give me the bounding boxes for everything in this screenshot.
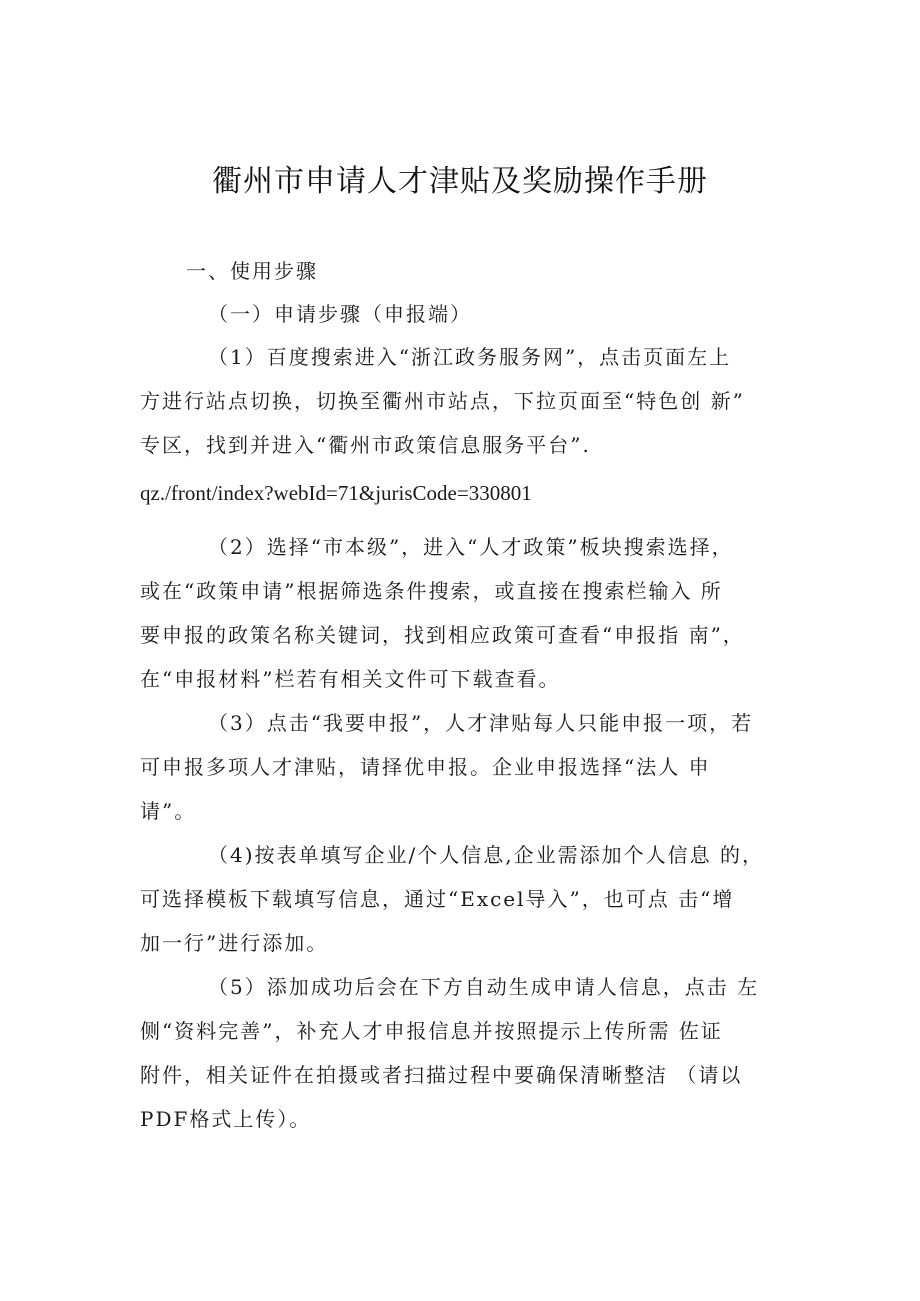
step-2-line-4: 在“申报材料”栏若有相关文件可下载查看。 bbox=[140, 667, 561, 691]
step-1-line-2: 方进行站点切换，切换至衢州市站点，下拉页面至“特色创 新” bbox=[140, 389, 745, 413]
step-5-line-4: PDF格式上传）。 bbox=[140, 1107, 312, 1131]
step-1-url: qz./front/index?webId=71&jurisCode=330801 bbox=[140, 481, 532, 505]
step-5-line-1: （5）添加成功后会在下方自动生成申请人信息，点击 左 bbox=[208, 975, 760, 999]
step-2-line-2: 或在“政策申请”根据筛选条件搜索，或直接在搜索栏输入 所 bbox=[140, 579, 723, 603]
subsection-heading: （一）申请步骤（申报端） bbox=[208, 302, 472, 326]
step-4-line-2: 可选择模板下载填写信息，通过“Excel导入”，也可点 击“增 bbox=[140, 887, 735, 911]
step-3-line-2: 可申报多项人才津贴，请择优申报。企业申报选择“法人 申 bbox=[140, 755, 711, 779]
step-3-line-1: （3）点击“我要申报”，人才津贴每人只能申报一项，若 bbox=[208, 711, 754, 735]
step-2-line-3: 要申报的政策名称关键词，找到相应政策可查看“申报指 南”， bbox=[140, 623, 745, 647]
step-4-line-1: （4)按表单填写企业/个人信息,企业需添加个人信息 的， bbox=[208, 843, 764, 867]
section-heading: 一、使用步骤 bbox=[186, 259, 318, 283]
step-5-line-2: 侧“资料完善”，补充人才申报信息并按照提示上传所需 佐证 bbox=[140, 1019, 723, 1043]
document-title: 衢州市申请人才津贴及奖励操作手册 bbox=[212, 164, 708, 199]
step-1-line-1: （1）百度搜索进入“浙江政务服务网”，点击页面左上 bbox=[208, 345, 732, 369]
step-1-line-3: 专区，找到并进入“衢州市政策信息服务平台”. bbox=[140, 433, 591, 457]
step-2-line-1: （2）选择“市本级”，进入“人才政策”板块搜索选择， bbox=[208, 535, 734, 559]
step-5-line-3: 附件，相关证件在拍摄或者扫描过程中要确保清晰整洁 （请以 bbox=[140, 1063, 743, 1087]
step-4-line-3: 加一行”进行添加。 bbox=[140, 931, 329, 955]
step-3-line-3: 请”。 bbox=[140, 799, 197, 823]
